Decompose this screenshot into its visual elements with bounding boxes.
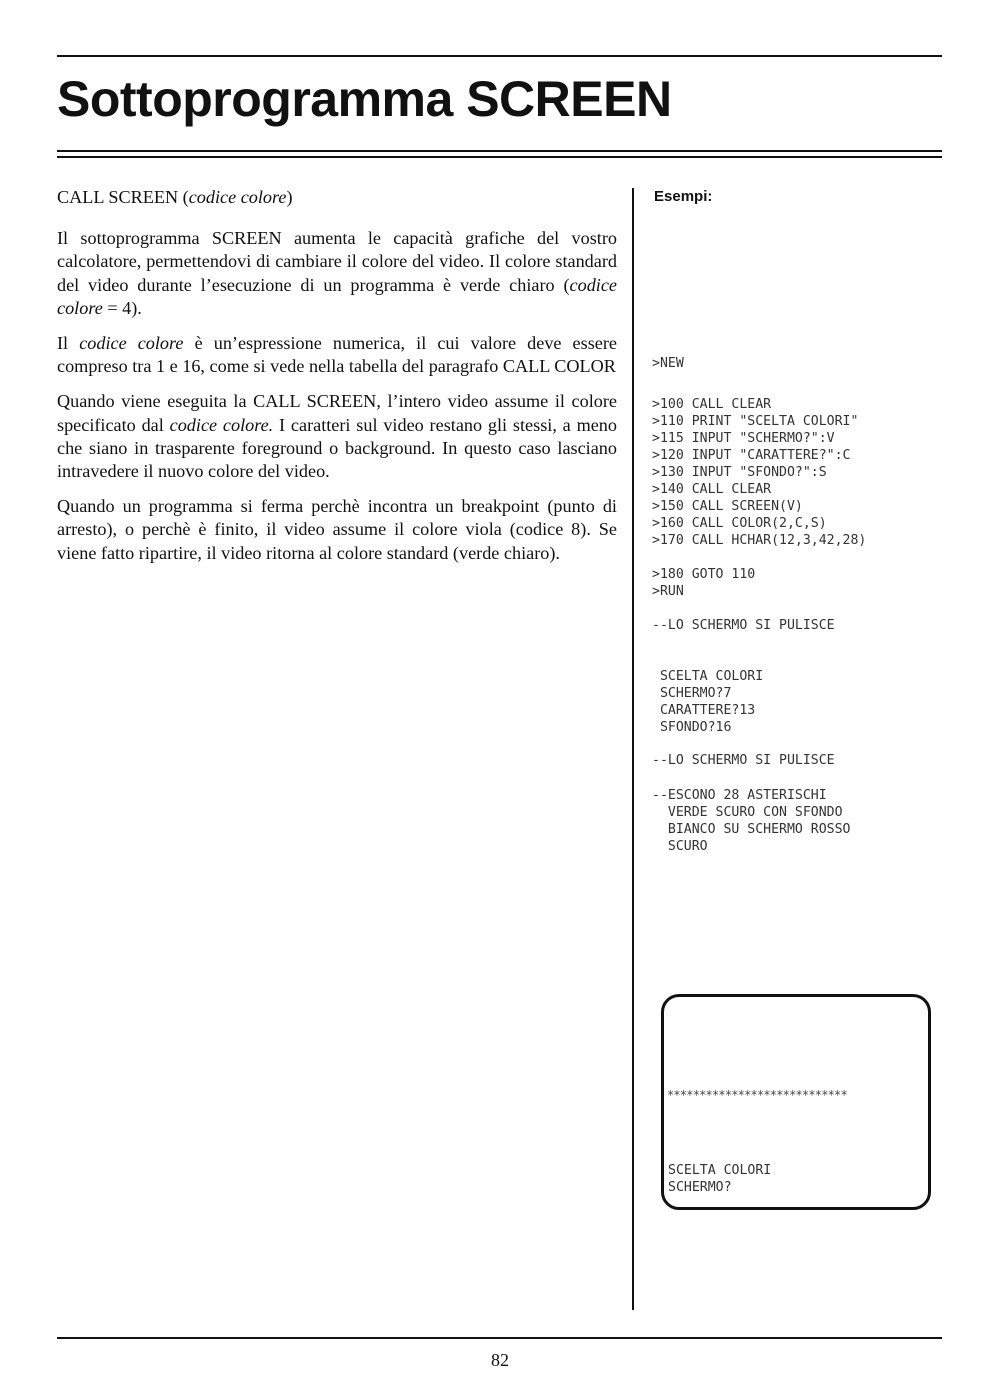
body-text <box>57 186 617 577</box>
title-rule-thin <box>57 156 942 158</box>
comment-result: --ESCONO 28 ASTERISCHI VERDE SCURO CON SFONDO BIANCO SU SCHERMO ROSSO SCURO <box>652 788 851 854</box>
column-divider <box>632 188 634 1310</box>
bottom-rule <box>57 1337 942 1339</box>
code-goto-run: >180 GOTO 110 >RUN <box>652 567 756 599</box>
title-rule-thick <box>57 150 942 152</box>
code-new: >NEW <box>652 356 684 371</box>
examples-heading: Esempi: <box>654 188 713 205</box>
paragraph-2: Il codice colore è un’espressione numerica, il cui valore deve essere compreso tra 1 e 16, come si vede nella tabella del paragrafo CALL COLOR <box>57 333 617 377</box>
top-rule <box>57 55 942 57</box>
paragraph-4: Quando un programma si ferma perchè incontra un breakpoint (punto di arresto), o perchè è finito, il video assume il colore viola (codice 8). Se viene fatto ripartire, il video ritorna al colore standard (verde chiaro). <box>57 496 617 563</box>
page-number: 82 <box>491 1350 509 1370</box>
code-program: >100 CALL CLEAR >110 PRINT "SCELTA COLORI" >115 INPUT "SCHERMO?":V >120 INPUT "CARATTERE?":C >130 INPUT "SFONDO?":S >140 CALL CLEAR >150 CALL SCREEN(V) >160 CALL COLOR(2,C,S) >170 CALL HCHAR(12,3,42,28) <box>652 397 867 548</box>
comment-screen-clear-2: --LO SCHERMO SI PULISCE <box>652 753 835 768</box>
screen-text: SCELTA COLORI SCHERMO? <box>668 1163 772 1195</box>
paragraph-3: Quando viene eseguita la CALL SCREEN, l’intero video assume il colore specificato dal codice colore. I caratteri sul video restano gli stessi, a meno che siano in trasparente foreground o background. In questo caso lasciano intravedere il nuovo colore del video. <box>57 391 617 482</box>
run-output: SCELTA COLORI SCHERMO?7 CARATTERE?13 SFONDO?16 <box>659 669 764 735</box>
page-title: Sottoprogramma SCREEN <box>57 71 672 127</box>
syntax-line: CALL SCREEN (codice colore) <box>57 187 293 207</box>
screen-asterisks: **************************** <box>667 1088 847 1102</box>
paragraph-1: Il sottoprogramma SCREEN aumenta le capacità grafiche del vostro calcolatore, permettendovi di cambiare il colore del video. Il colore standard del video durante l’esecuzione di un programma è verde chiaro (codice colore = 4). <box>57 228 617 318</box>
comment-screen-clear-1: --LO SCHERMO SI PULISCE <box>652 618 835 633</box>
